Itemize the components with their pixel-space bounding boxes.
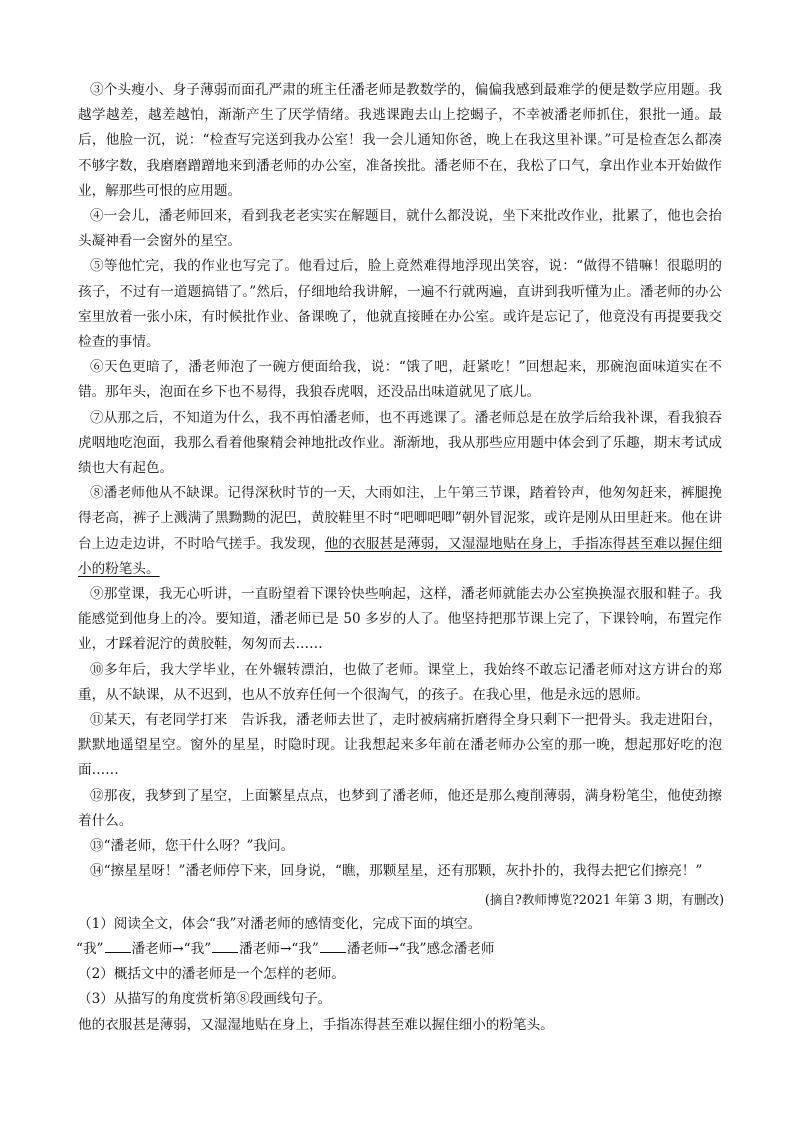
paragraph-8 [78,481,722,582]
fill-blank-2[interactable] [212,938,238,953]
paragraph-6: ⑥天色更暗了，潘老师泡了一碗方便面给我，说：“饿了吧，赶紧吃！”回想起来，那碗泡面味道实在不错。那年头，泡面在乡下也不易得，我狼吞虎咽，还没品出味道就见了底儿。 [78,359,722,401]
fill-part-2: 潘老师→“我” [131,940,212,957]
fill-part-1: “我” [76,940,104,957]
paragraph-13: ⑬“潘老师，您干什么呀？”我问。 [90,838,295,855]
paragraph-5: ⑤等他忙完，我的作业也写完了。他看过后，脸上竟然难得地浮现出笑容，说：“做得不错嘛！很聪明的孩子，不过有一道题搞错了。”然后，仔细地给我讲解，一遍不行就两遍，直讲到我听懂为止。潘老师的办公室里放着一张小床，有时候批作业、备课晚了，他就直接睡在办公室。或许是忘记了，他竟没有再提要我交检查的事情。 [78,258,722,351]
paragraph-4: ④一会儿，潘老师回来，看到我老老实实在解题目，就什么都没说，坐下来批改作业，批累了，他也会抬头凝神看一会窗外的星空。 [78,208,722,250]
question-3: （3）从描写的角度赏析第⑧段画线句子。 [78,991,332,1008]
paragraph-8-underlined-sentence: 他的衣服甚是薄弱，又湿湿地贴在身上，手指冻得甚至难以握住细小的粉笔头。 [78,535,723,577]
paragraph-14: ⑭“擦星星呀！”潘老师停下来，回身说，“瞧，那颗星星，还有那颗，灰扑扑的，我得去把它们擦亮！” [90,863,703,880]
paragraph-8-text: ⑧潘老师他从不缺课。记得深秋时节的一天，大雨如注，上午第三节课，踏着铃声，他匆匆赶来，裤腿挽得老高，裤子上溅满了黑黝黝的泥巴，黄胶鞋里不时“吧唧吧唧”朝外冒泥浆，或许是刚从田里赶来。他在讲台上边走边讲，不时哈气搓手。我发现， [78,485,722,552]
question-1-fill-line [78,937,722,962]
source-citation: (摘自?教师博览?2021 年第 3 期，有删改) [484,891,724,907]
fill-blank-3[interactable] [320,938,346,953]
paragraph-3: ③个头瘦小、身子薄弱而面孔严肃的班主任潘老师是教数学的，偏偏我感到最难学的便是数学应用题。我越学越差，越差越怕，渐渐产生了厌学情绪。我逃课跑去山上挖蝎子，不幸被潘老师抓住，狠批一通。最后，他脸一沉，说：“检查写完送到我办公室！我一会儿通知你爸，晚上在我这里补课。”可是检查怎么都凑不够字数，我磨磨蹭蹭地来到潘老师的办公室，准备挨批。潘老师不在，我松了口气，拿出作业本开始做作业，解那些可恨的应用题。 [78,82,722,199]
paragraph-12: ⑫那夜，我梦到了星空，上面繁星点点，也梦到了潘老师，他还是那么瘦削薄弱，满身粉笔尘，他使劲擦着什么。 [78,787,722,829]
fill-part-4: 潘老师→“我”感念潘老师 [346,940,495,957]
paragraph-9: ⑨那堂课，我无心听讲，一直盼望着下课铃快些响起，这样，潘老师就能去办公室换换湿衣服和鞋子。我能感觉到他身上的冷。要知道，潘老师已是 50 多岁的人了。他坚持把那节课上完了，下课铃响，布置完作业，才踩着泥泞的黄胶鞋，匆匆而去…… [78,586,722,653]
fill-blank-1[interactable] [105,938,131,953]
paragraph-10: ⑩多年后，我大学毕业，在外辗转漂泊，也做了老师。课堂上，我始终不敢忘记潘老师对这方讲台的郑重，从不缺课，从不迟到，也从不放弃任何一个很淘气，的孩子。在我心里，他是永远的恩师。 [78,661,722,703]
fill-part-3: 潘老师→“我” [239,940,319,957]
paragraph-11: ⑪某天，有老同学打来 告诉我，潘老师去世了，走时被病痛折磨得全身只剩下一把骨头。我走进阳台，默默地遥望星空。窗外的星星，时隐时现。让我想起来多年前在潘老师办公室的那一晚，想起那好吃的泡面…… [78,712,722,779]
question-3-quote: 他的衣服甚是薄弱，又湿湿地贴在身上，手指冻得甚至难以握住细小的粉笔头。 [78,1016,554,1033]
question-1: （1）阅读全文，体会“我”对潘老师的感情变化，完成下面的填空。 [78,915,482,932]
paragraph-7: ⑦从那之后，不知道为什么，我不再怕潘老师，也不再逃课了。潘老师总是在放学后给我补课，看我狼吞虎咽地吃泡面，我那么看着他聚精会神地批改作业。渐渐地，我从那些应用题中体会到了乐趣，期末考试成绩也大有起色。 [78,409,722,477]
question-2: （2）概括文中的潘老师是一个怎样的老师。 [78,966,345,983]
